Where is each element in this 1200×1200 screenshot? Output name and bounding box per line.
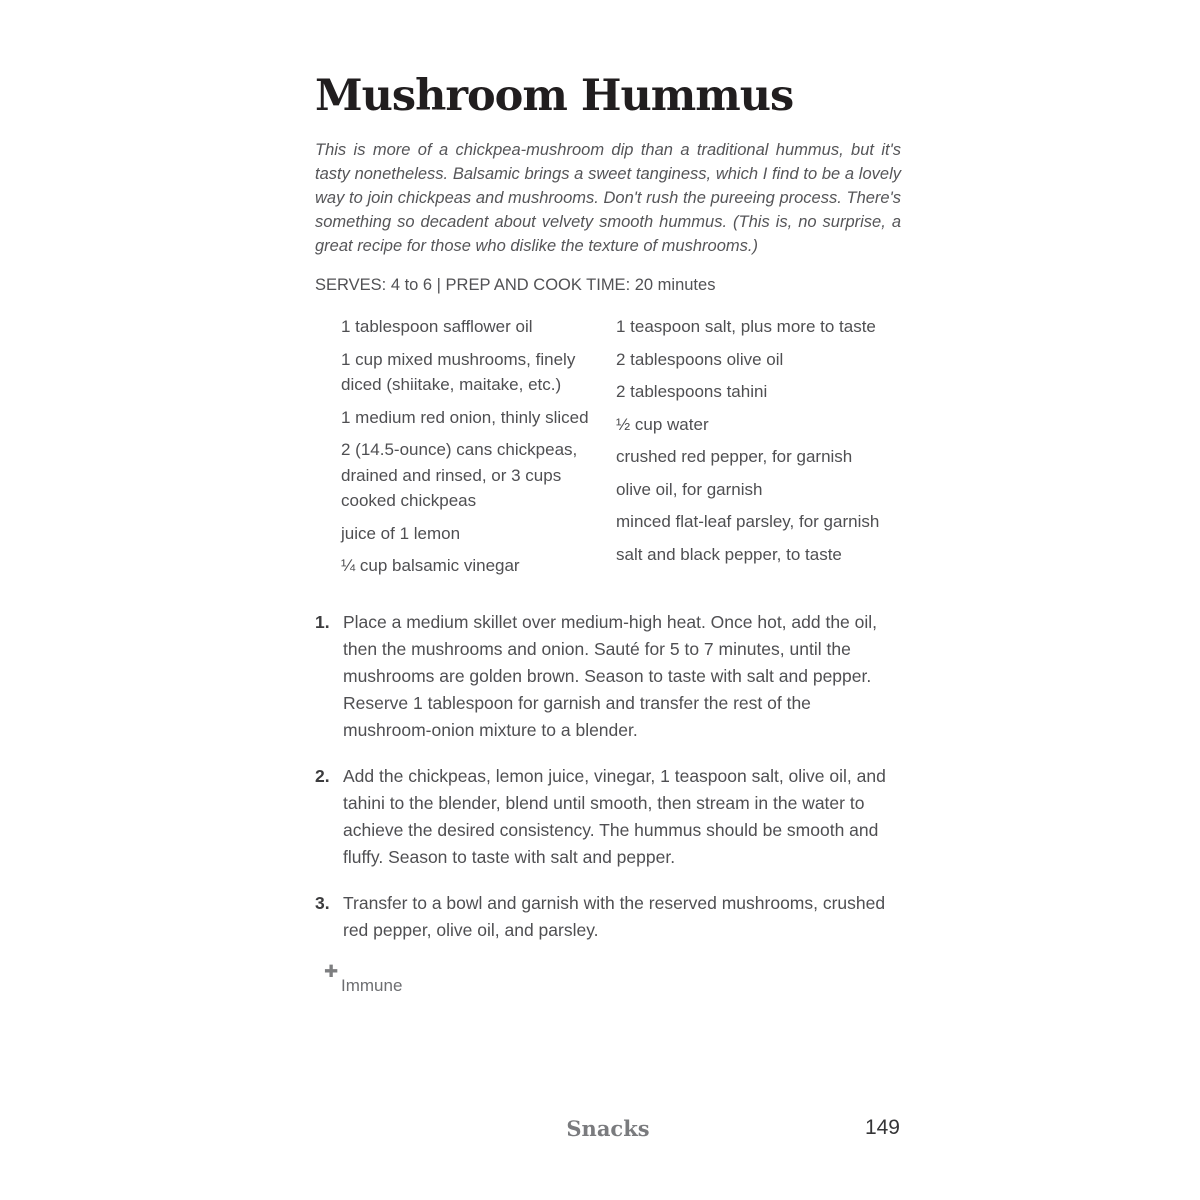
ingredients-section xyxy=(315,314,901,586)
recipe-title: Mushroom Hummus xyxy=(315,71,794,121)
ingredients-column-left xyxy=(341,314,591,586)
serves-prep-time-line: SERVES: 4 to 6 | PREP AND COOK TIME: 20 minutes xyxy=(315,276,716,294)
ingredient-item: 1 teaspoon salt, plus more to taste xyxy=(616,317,876,336)
instructions-list xyxy=(315,609,901,944)
ingredient-item: olive oil, for garnish xyxy=(616,479,763,499)
step-number: 3. xyxy=(315,892,330,913)
step-number: 2. xyxy=(315,765,330,786)
ingredient-item: 1 cup mixed mushrooms, finely diced (shiitake, maitake, etc.) xyxy=(341,349,576,394)
ingredient-item: ½ cup water xyxy=(616,414,709,434)
instruction-step xyxy=(315,890,901,944)
step-text: Add the chickpeas, lemon juice, vinegar, 1 teaspoon salt, olive oil, and tahini to the blender, blend until smooth, then stream in the water to achieve the desired consistency. The hummus should be smooth and fluffy. Season to taste with salt and pepper. xyxy=(343,765,886,867)
benefit-label: Immune xyxy=(341,975,403,995)
ingredient-item: juice of 1 lemon xyxy=(341,523,461,543)
step-number: 1. xyxy=(315,611,330,632)
step-text: Place a medium skillet over medium-high heat. Once hot, add the oil, then the mushrooms and onion. Sauté for 5 to 7 minutes, until the mushrooms are golden brown. Season to taste with salt and pepper. Reserve 1 tablespoon for garnish and transfer the rest of the mushroom-onion mixture to a blender. xyxy=(343,611,878,740)
instruction-step xyxy=(315,609,901,744)
ingredient-item: 1 tablespoon safflower oil xyxy=(341,317,533,336)
recipe-content xyxy=(315,0,901,999)
instruction-step xyxy=(315,763,901,871)
ingredient-item: minced flat-leaf parsley, for garnish xyxy=(616,512,880,531)
ingredient-item: ¼ cup balsamic vinegar xyxy=(341,556,520,575)
health-benefit-tag xyxy=(324,963,901,999)
ingredient-item: 2 (14.5-ounce) cans chickpeas, drained and rinsed, or 3 cups cooked chickpeas xyxy=(341,440,578,510)
ingredient-item: crushed red pepper, for garnish xyxy=(616,447,853,466)
step-text: Transfer to a bowl and garnish with the reserved mushrooms, crushed red pepper, olive oil, and parsley. xyxy=(343,892,886,940)
plus-icon: ✚ xyxy=(324,961,339,981)
recipe-intro: This is more of a chickpea-mushroom dip than a traditional hummus, but it's tasty nonetheless. Balsamic brings a sweet tanginess, which I find to be a lovely way to join chickpeas and mushrooms. Don't rush the pureeing process. There's something so decadent about velvety smooth hummus. (This is, no surprise, a great recipe for those who dislike the texture of mushrooms.) xyxy=(315,141,901,255)
footer-page-number: 149 xyxy=(864,1116,900,1139)
footer-section-name: Snacks xyxy=(566,1116,650,1141)
ingredient-item: 1 medium red onion, thinly sliced xyxy=(341,407,589,427)
ingredient-item: 2 tablespoons olive oil xyxy=(616,349,784,369)
ingredient-item: salt and black pepper, to taste xyxy=(616,544,842,564)
ingredients-column-right xyxy=(616,314,888,586)
ingredient-item: 2 tablespoons tahini xyxy=(616,382,768,401)
